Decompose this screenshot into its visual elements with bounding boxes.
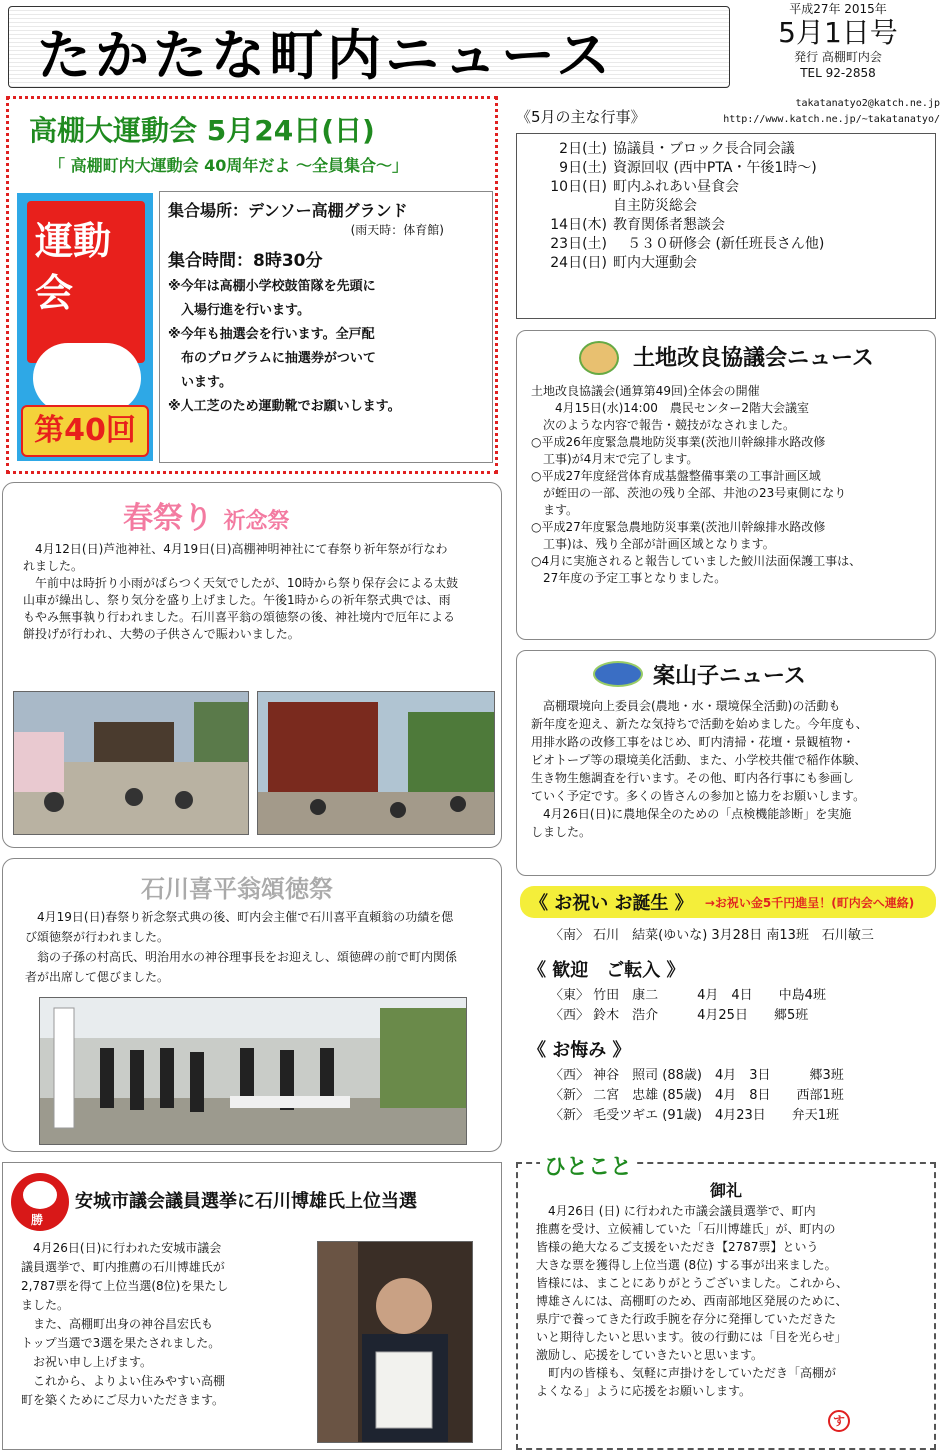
website-link[interactable]: http://www.katch.ne.jp/~takatanatyo/: [723, 114, 940, 125]
spring-para-2: 午前中は時折り小雨がぱらつく天気でしたが、10時から祭り保存会による太鼓山車が繰出し、祭り気分を盛り上げました。午後1時からの祈年祭式典では、雨もやみ無事執り行われました。石川喜平翁の頌徳祭の後、神社境内で厄年による餅投げが行われ、大勢の子供さんで賑わいました。: [23, 576, 459, 641]
condolence-title: 《 お悔み 》: [528, 1040, 631, 1061]
meeting-time: 集合時間：8時30分: [168, 251, 323, 271]
email-link[interactable]: takatanatyo2@katch.ne.jp: [795, 98, 940, 109]
scarecrow-title: 案山子ニュース: [653, 664, 806, 689]
ishikawa-title: 石川喜平翁頌徳祭: [141, 875, 333, 903]
cloud-shape: [33, 343, 141, 413]
welcome-entry: 〈東〉 竹田 康二 4月 4日 中島4班: [550, 988, 826, 1003]
sports-title: 高棚大運動会 5月24日(日): [29, 114, 375, 147]
sports-poster: [15, 191, 155, 463]
issue-date: 5月1日号: [778, 16, 898, 49]
list-item: 2日(土) 協議員・ブロック長合同会議: [559, 141, 795, 157]
newsletter-title: たかたな町内ニュース: [37, 24, 615, 87]
birth-entry: 〈南〉 石川 結菜(ゆいな) 3月28日 南13班 石川敏三: [550, 928, 874, 943]
emblem-icon: [593, 661, 643, 687]
spring-body: [23, 541, 459, 643]
scarecrow-icon: [579, 341, 619, 375]
hitokoto-body: 4月26日 (日) に行われた市議会議員選挙で、町内 推薦を受け、立候補していた「石川博雄氏」が、町内の 皆様の絶大なるご支援をいただき【2787票】という 大きな票を獲得し上位当選 (8位) する事が出来ました。 皆様には、まことにありがとうございました。これから、 博雄さんには、高棚町のため、西南部地区発展のために、 県庁で養ってきた行政手腕を存分に発揮していただきた いと期待したいと思います。彼の行動には「目を光らせ」 激励し、応援をしていきたいと思います。 町内の皆様も、気軽に声掛けをしていただき「高棚が よくなる」ように応援をお願いします。: [536, 1204, 849, 1398]
hitokoto-title: ひとこと: [540, 1150, 636, 1181]
spring-title: 春祭り 祈念祭: [123, 501, 290, 536]
sports-notes: ※今年は高棚小学校鼓笛隊を先頭に 入場行進を行います。 ※今年も抽選会を行います。全戸配 布のプログラムに抽選券がついて います。 ※人工芝のため運動靴でお願いします。: [168, 279, 401, 414]
celebration-title: 《 お祝い お誕生 》: [530, 893, 693, 914]
festival-photo-1: [13, 691, 249, 835]
issue-info: [738, 0, 938, 81]
daruma-badge: 勝: [31, 1213, 44, 1227]
issue-era: 平成27年 2015年: [789, 2, 887, 16]
condolence-entry: 〈西〉 神谷 照司 (88歳) 4月 3日 郷3班: [550, 1068, 844, 1083]
rain-place: (雨天時：体育館): [350, 223, 444, 237]
celebration-bar: [520, 886, 936, 918]
election-body: 4月26日(日)に行われた安城市議会 議員選挙で、町内推薦の石川博雄氏が 2,787票を得て上位当選(8位)を果たし ました。 また、高棚町出身の神谷昌宏氏も トップ当選で3選を果たされました。 お祝い申し上げます。 これから、よりよい住みやすい高棚 町を築くためにご尽力いただきます。: [21, 1241, 229, 1407]
sports-day-section: [6, 96, 498, 474]
condolence-entry: 〈新〉 二宮 忠雄 (85歳) 4月 8日 西部1班: [550, 1088, 844, 1103]
publisher: 発行 高棚町内会: [794, 50, 882, 64]
poster-number: 第40回: [21, 405, 149, 457]
signature-stamp: す: [828, 1410, 850, 1432]
poster-word: 運動会: [35, 219, 112, 315]
hitokoto-section: [516, 1155, 936, 1450]
masthead: [8, 6, 730, 88]
festival-photo-2: [257, 691, 495, 835]
welcome-title: 《 歓迎 ご転入 》: [528, 960, 685, 981]
list-item: 14日(木) 教育関係者懇談会: [550, 217, 725, 233]
land-council-title: 土地改良協議会ニュース: [633, 346, 874, 371]
scarecrow-section: [516, 650, 936, 876]
celebration-section: [520, 886, 936, 1126]
spring-subtitle: 祈念祭: [223, 509, 290, 534]
ishikawa-para-1: 4月19日(日)春祭り祈念祭式典の後、町内会主催で石川喜平直頼翁の功績を偲び頌徳祭が行われました。: [25, 910, 454, 944]
election-title: 安城市議会議員選挙に石川博雄氏上位当選: [75, 1191, 417, 1212]
list-item: 24日(日) 町内大運動会: [550, 255, 697, 271]
candidate-photo: [317, 1241, 473, 1443]
list-item: 自主防災総会: [613, 198, 697, 214]
spring-festival-section: [2, 482, 502, 848]
sports-subtitle: 「 高棚町内大運動会 40周年だよ ～全員集合～」: [49, 156, 408, 175]
land-council-body: 土地改良協議会(通算第49回)全体会の開催 4月15日(水)14:00 農民センター2階大会議室 次のような内容で報告・競技がなされました。 ○平成26年度緊急農地防災事業(茨池川幹線排水路改修 工事)が4月末で完了します。 ○平成27年度経営体育成基盤整備事業の工事計画区域 が蛭田の一部、茨池の残り全部、井池の23号東側になり ます。 ○平成27年度緊急農地防災事業(茨池川幹線排水路改修 工事)は、残り全部が計画区域となります。 ○4月に実施されると報告していました鮫川法面保護工事は、 27年度の予定工事となりました。: [531, 384, 862, 585]
hitokoto-heading: 御礼: [709, 1181, 742, 1200]
condolence-entry: 〈新〉 毛受ツギエ (91歳) 4月23日 弁天1班: [550, 1108, 840, 1123]
events-title: 《5月の主な行事》: [516, 108, 646, 126]
land-council-section: [516, 330, 936, 640]
scarecrow-body: 高棚環境向上委員会(農地・水・環境保全活動)の活動も 新年度を迎え、新たな気持ちで活動を始めました。今年度も、 用排水路の改修工事をはじめ、町内清掃・花壇・景観植物・ ビオトープ等の環境美化活動、また、小学校共催で稲作体験、 生き物生態調査を行います。その他、町内各行事にも参画し ていく予定です。多くの皆さんの参加と協力をお願いします。 4月26日(日)に農地保全のための「点検機能診断」を実施 しました。: [531, 699, 868, 839]
spring-para-1: 4月12日(日)芦池神社、4月19日(日)高棚神明神社にて春祭り祈年祭が行なわれました。: [23, 542, 448, 573]
events-section: [516, 106, 936, 320]
phone: TEL 92-2858: [800, 66, 876, 80]
election-section: [2, 1162, 502, 1450]
ishikawa-photo: [39, 997, 467, 1145]
list-item: 10日(日) 町内ふれあい昼食会: [550, 179, 739, 195]
list-item: 23日(土) ５３０研修会 (新任班長さん他): [550, 236, 825, 252]
celebration-note: →お祝い金5千円進呈！(町内会へ連絡): [704, 895, 915, 910]
ishikawa-body: [25, 907, 465, 987]
events-list: [516, 133, 936, 319]
ishikawa-para-2: 翁の子孫の村高氏、明治用水の神谷理事長をお迎えし、頌徳碑の前で町内関係者が出席して偲びました。: [25, 950, 458, 984]
meeting-place: 集合場所：デンソー高棚グランド: [168, 201, 408, 220]
sports-info: [159, 191, 493, 463]
ishikawa-section: [2, 858, 502, 1152]
welcome-entry: 〈西〉 鈴木 浩介 4月25日 郷5班: [550, 1008, 809, 1023]
daruma-icon: [11, 1173, 69, 1231]
list-item: 9日(土) 資源回収 (西中PTA・午後1時～): [559, 160, 817, 176]
